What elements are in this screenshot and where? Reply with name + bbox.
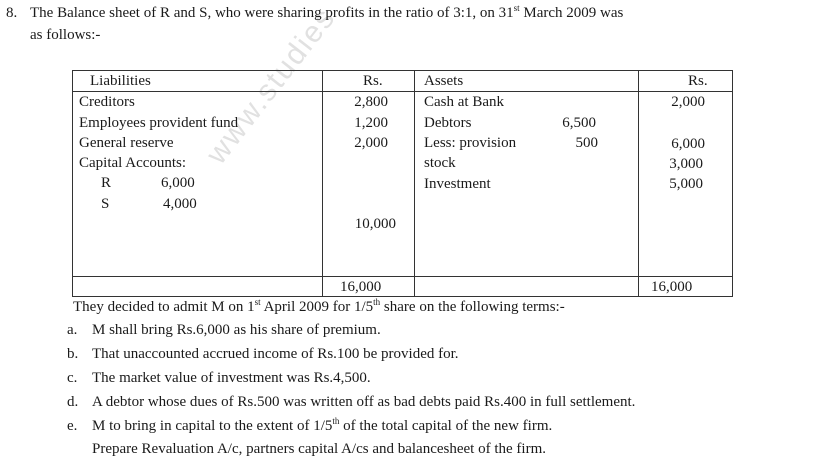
admission-sentence (73, 297, 565, 315)
asset-amount: 5,000 (669, 176, 703, 192)
liability-amount: 1,200 (354, 115, 388, 131)
question-intro (30, 3, 624, 21)
term-e-sup: th (332, 416, 340, 426)
asset-label: Debtors (424, 115, 472, 131)
asset-sub-amount: 6,500 (562, 115, 596, 131)
term-text: The market value of investment was Rs.4,500. (92, 370, 371, 386)
asset-label: Cash at Bank (424, 94, 504, 110)
term-text: A debtor whose dues of Rs.500 was written off as bad debts paid Rs.400 in full settlement. (92, 394, 636, 410)
admission-text-1: They decided to admit M on 1 (73, 299, 255, 315)
term-e-text-1: M to bring in capital to the extent of 1/5 (92, 418, 333, 434)
header-liabilities: Liabilities (90, 73, 151, 89)
asset-label: stock (424, 155, 456, 171)
instruction: Prepare Revaluation A/c, partners capital A/cs and balancesheet of the firm. (92, 441, 546, 457)
term-text: That unaccounted accrued income of Rs.100 be provided for. (92, 346, 459, 362)
liability-label: Capital Accounts: (79, 155, 187, 171)
asset-sub-amount: 500 (575, 135, 598, 151)
asset-label: Less: provision (424, 135, 517, 151)
term-label: d. (67, 394, 79, 410)
liability-label: General reserve (79, 135, 174, 151)
admission-text-2: April 2009 for 1/5 (260, 299, 374, 315)
capital-amount: 6,000 (161, 175, 195, 191)
capital-partner: S (101, 196, 110, 212)
capital-total: 10,000 (354, 216, 396, 232)
total-divider (72, 276, 733, 277)
capital-partner: R (101, 175, 112, 191)
total-liabilities: 16,000 (340, 279, 382, 295)
asset-amount: 2,000 (671, 94, 705, 110)
watermark: www.studies (200, 1, 343, 171)
liability-label: Employees provident fund (79, 115, 239, 131)
intro-sup: st (513, 3, 520, 13)
intro-text-2: March 2009 was (519, 5, 624, 21)
liability-amount: 2,000 (354, 135, 388, 151)
asset-amount: 6,000 (671, 136, 705, 152)
term-label: a. (67, 322, 78, 338)
term-e-text-2: of the total capital of the new firm. (339, 418, 553, 434)
col-divider-2 (414, 70, 415, 297)
col-divider-1 (322, 70, 323, 297)
term-label: e. (67, 418, 78, 434)
admission-sup-1: st (254, 297, 261, 307)
intro-text-1: The Balance sheet of R and S, who were sharing profits in the ratio of 3:1, on 31 (30, 5, 514, 21)
header-rs-2: Rs. (688, 73, 708, 89)
question-number: 8. (6, 5, 18, 21)
header-rs-1: Rs. (363, 73, 383, 89)
total-assets: 16,000 (651, 279, 693, 295)
capital-amount: 4,000 (163, 196, 197, 212)
asset-amount: 3,000 (669, 156, 703, 172)
admission-sup-2: th (373, 297, 381, 307)
term-text (92, 416, 553, 434)
term-label: c. (67, 370, 78, 386)
header-divider (72, 91, 733, 92)
header-assets: Assets (424, 73, 464, 89)
liability-amount: 2,800 (354, 94, 388, 110)
question-intro-line2: as follows:- (30, 27, 101, 43)
term-label: b. (67, 346, 79, 362)
col-divider-3 (638, 70, 639, 297)
term-text: M shall bring Rs.6,000 as his share of premium. (92, 322, 381, 338)
asset-label: Investment (424, 176, 491, 192)
admission-text-3: share on the following terms:- (380, 299, 565, 315)
liability-label: Creditors (79, 94, 135, 110)
